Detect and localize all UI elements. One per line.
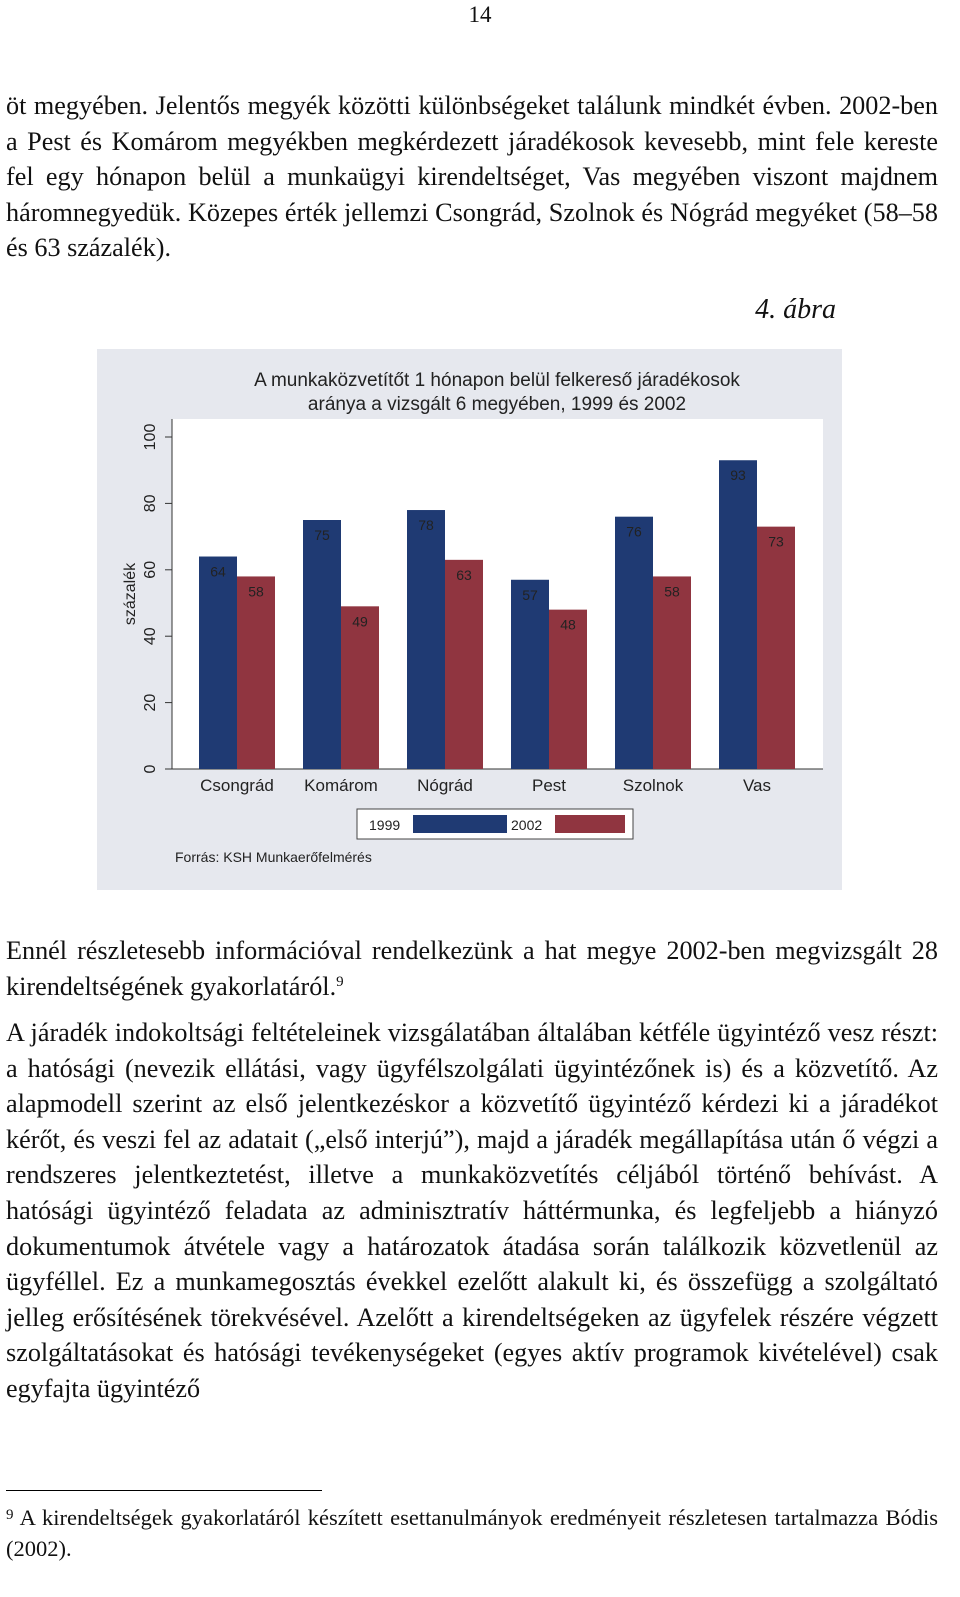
legend-label-2002: 2002 [511, 817, 543, 833]
bar-1999-Nógrád [407, 510, 445, 769]
x-tick-label: Csongrád [200, 776, 274, 795]
y-tick-label: 80 [142, 494, 159, 513]
bar-value-label: 63 [456, 566, 472, 583]
bar-2002-Vas [757, 527, 795, 769]
bar-value-label: 76 [626, 523, 642, 540]
footnote-text: A kirendeltségek gyakorlatáról készített esettanulmányok eredményeit részletesen tartalmazza Bódis (2002). [6, 1505, 938, 1561]
bar-1999-Szolnok [615, 517, 653, 769]
bar-value-label: 64 [210, 563, 226, 580]
y-tick-label: 100 [142, 423, 159, 451]
bar-1999-Komárom [303, 520, 341, 769]
chart-title-line-1: A munkaközvetítőt 1 hónapon belül felkereső járadékosok [254, 370, 740, 391]
bar-1999-Pest [511, 580, 549, 769]
x-tick-label: Pest [531, 776, 567, 795]
bar-1999-Csongrád [199, 557, 237, 769]
bar-value-label: 75 [314, 527, 330, 543]
figure-label: 4. ábra [755, 294, 836, 325]
body-paragraph: öt megyében. Jelentős megyék közötti különbségeket találunk mindkét évben. 2002-ben a Pest és Komárom megyékben megkérdezett járadékosok kevesebb, mint fele kereste fel egy hónapon belül a munkaügyi kirendeltséget, Vas megyében viszont majdnem háromnegyedük. Közepes érték jellemzi Csongrád, Szolnok és Nógrád megyéket (58–58 és 63 százalék). [6, 91, 938, 263]
bar-value-label: 48 [560, 616, 576, 633]
bar-2002-Pest [549, 610, 587, 769]
y-tick-label: 60 [142, 560, 159, 579]
footnote-number: 9 [6, 1507, 14, 1523]
paragraph-2-text: Ennél részletesebb információval rendelkezünk a hat megye 2002-ben megvizsgált 28 kirendeltségének gyakorlatáról. [6, 936, 938, 1001]
bar-value-label: 58 [664, 583, 680, 600]
bar-2002-Csongrád [237, 576, 275, 769]
bar-value-label: 93 [730, 467, 746, 484]
legend-swatch-1999 [413, 815, 507, 833]
y-axis-label: százalék [122, 562, 139, 626]
bar-1999-Vas [719, 460, 757, 769]
bar-value-label: 58 [248, 583, 264, 600]
bar-2002-Nógrád [445, 560, 483, 769]
bar-2002-Komárom [341, 606, 379, 769]
bar-chart-figure [97, 349, 842, 890]
y-tick-label: 0 [142, 764, 159, 774]
y-tick-label: 40 [142, 627, 159, 646]
body-paragraph-3: A járadék indokoltsági feltételeinek vizsgálatában általában kétféle ügyintéző vesz részt: a hatósági (nevezik ellátási, vagy ügyfélszolgálati ügyintézőnek is) és a közvetítő. Az alapmodell szerint az első jelentkezéskor a közvetítő ügyintéző kérdezi ki a járadékot kérőt, és veszi fel az adatait („első interjú”), majd a járadék megállapítása után ő végzi a rendszeres jelentkeztetést, illetve a munkaközvetítés céljából történő behívást. A hatósági ügyintéző feladata az adminisztratív háttérmunka, és legfeljebb a hiányzó dokumentumok átvétele vagy a határozatok átadása során találkozik közvetlenül az ügyféllel. Ez a munkamegosztás évekkel ezelőtt alakult ki, és összefügg a szolgáltató jelleg erősítésének törekvésével. Azelőtt a kirendeltségeken az ügyfelek részére végzett szolgáltatásokat és hatósági tevékenységeket (egyes aktív programok kivételével) csak egyfajta ügyintéző [6, 1018, 938, 1403]
bar-value-label: 78 [418, 517, 434, 534]
x-tick-label: Nógrád [417, 776, 473, 795]
bar-value-label: 73 [768, 533, 784, 550]
footnote-reference[interactable]: 9 [336, 973, 344, 990]
x-tick-label: Vas [742, 776, 772, 795]
chart-title-line-2: aránya a vizsgált 6 megyében, 1999 és 2002 [307, 394, 687, 415]
bar-chart [97, 349, 842, 890]
x-tick-label: Szolnok [622, 776, 684, 795]
source-note: Forrás: KSH Munkaerőfelmérés [175, 849, 372, 865]
bar-2002-Szolnok [653, 576, 691, 769]
footnote-divider [6, 1490, 322, 1491]
x-tick-label: Komárom [304, 776, 378, 795]
bar-value-label: 57 [522, 586, 538, 603]
body-paragraph-2 [6, 933, 938, 1004]
y-tick-label: 20 [142, 693, 159, 712]
legend-swatch-2002 [555, 815, 625, 833]
footnote [6, 1502, 938, 1564]
bar-value-label: 49 [352, 613, 368, 630]
page-number: 14 [468, 2, 492, 27]
legend-label-1999: 1999 [369, 817, 401, 833]
